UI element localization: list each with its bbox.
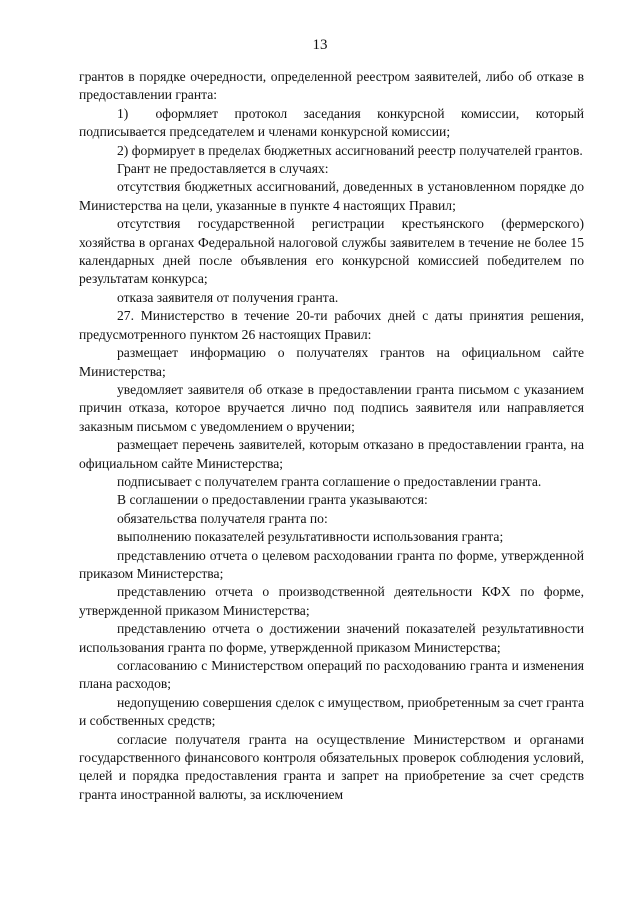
paragraph: В соглашении о предоставлении гранта указываются:	[117, 492, 428, 508]
paragraph: Грант не предоставляется в случаях:	[117, 161, 329, 177]
paragraph: размещает перечень заявителей, которым отказано в предоставлении гранта, на официальном сайте Министерства;	[79, 437, 584, 471]
paragraph: согласие получателя гранта на осуществление Министерством и органами государственного финансового контроля обязательных проверок соблюдения условий, целей и порядка предоставления гранта и запрет на приобретение за счет средств гранта иностранной валюты, за исключением	[79, 731, 584, 802]
paragraph: отсутствия государственной регистрации крестьянского (фермерского) хозяйства в органах Федеральной налоговой службы заявителем в течение не более 15 календарных дней после объявления его конкурсной комиссией победителем по результатам конкурса;	[79, 216, 584, 287]
paragraph: представлению отчета о достижении значений показателей результативности использования гранта по форме, утвержденной приказом Министерства;	[79, 621, 584, 655]
paragraph: уведомляет заявителя об отказе в предоставлении гранта письмом с указанием причин отказа, которое вручается лично под подпись заявителя или направляется заказным письмом с уведомлением о вручении;	[79, 381, 584, 434]
paragraph: размещает информацию о получателях грантов на официальном сайте Министерства;	[79, 345, 584, 379]
paragraph: 2) формирует в пределах бюджетных ассигнований реестр получателей грантов.	[117, 142, 583, 158]
paragraph: грантов в порядке очередности, определенной реестром заявителей, либо об отказе в предоставлении гранта:	[79, 69, 584, 103]
paragraph: отказа заявителя от получения гранта.	[117, 289, 339, 305]
paragraph: подписывает с получателем гранта соглашение о предоставлении гранта.	[117, 473, 542, 489]
page-number: 13	[312, 37, 328, 53]
paragraph: 1) оформляет протокол заседания конкурсной комиссии, который подписывается председателем и членами конкурсной комиссии;	[79, 105, 584, 140]
paragraph: отсутствия бюджетных ассигнований, доведенных в установленном порядке до Министерства на цели, указанные в пункте 4 настоящих Правил;	[79, 179, 584, 213]
paragraph: представлению отчета о производственной деятельности КФХ по форме, утвержденной приказом Министерства;	[79, 584, 584, 618]
paragraph: обязательства получателя гранта по:	[117, 510, 328, 526]
paragraph: представлению отчета о целевом расходовании гранта по форме, утвержденной приказом Министерства;	[79, 547, 584, 581]
paragraph: согласованию с Министерством операций по расходованию гранта и изменения плана расходов;	[79, 658, 584, 692]
paragraph: выполнению показателей результативности использования гранта;	[117, 529, 504, 545]
paragraph: недопущению совершения сделок с имуществом, приобретенным за счет гранта и собственных средств;	[79, 694, 584, 729]
document-body	[79, 68, 584, 804]
paragraph: 27. Министерство в течение 20-ти рабочих дней с даты принятия решения, предусмотренного пунктом 26 настоящих Правил:	[79, 308, 584, 342]
